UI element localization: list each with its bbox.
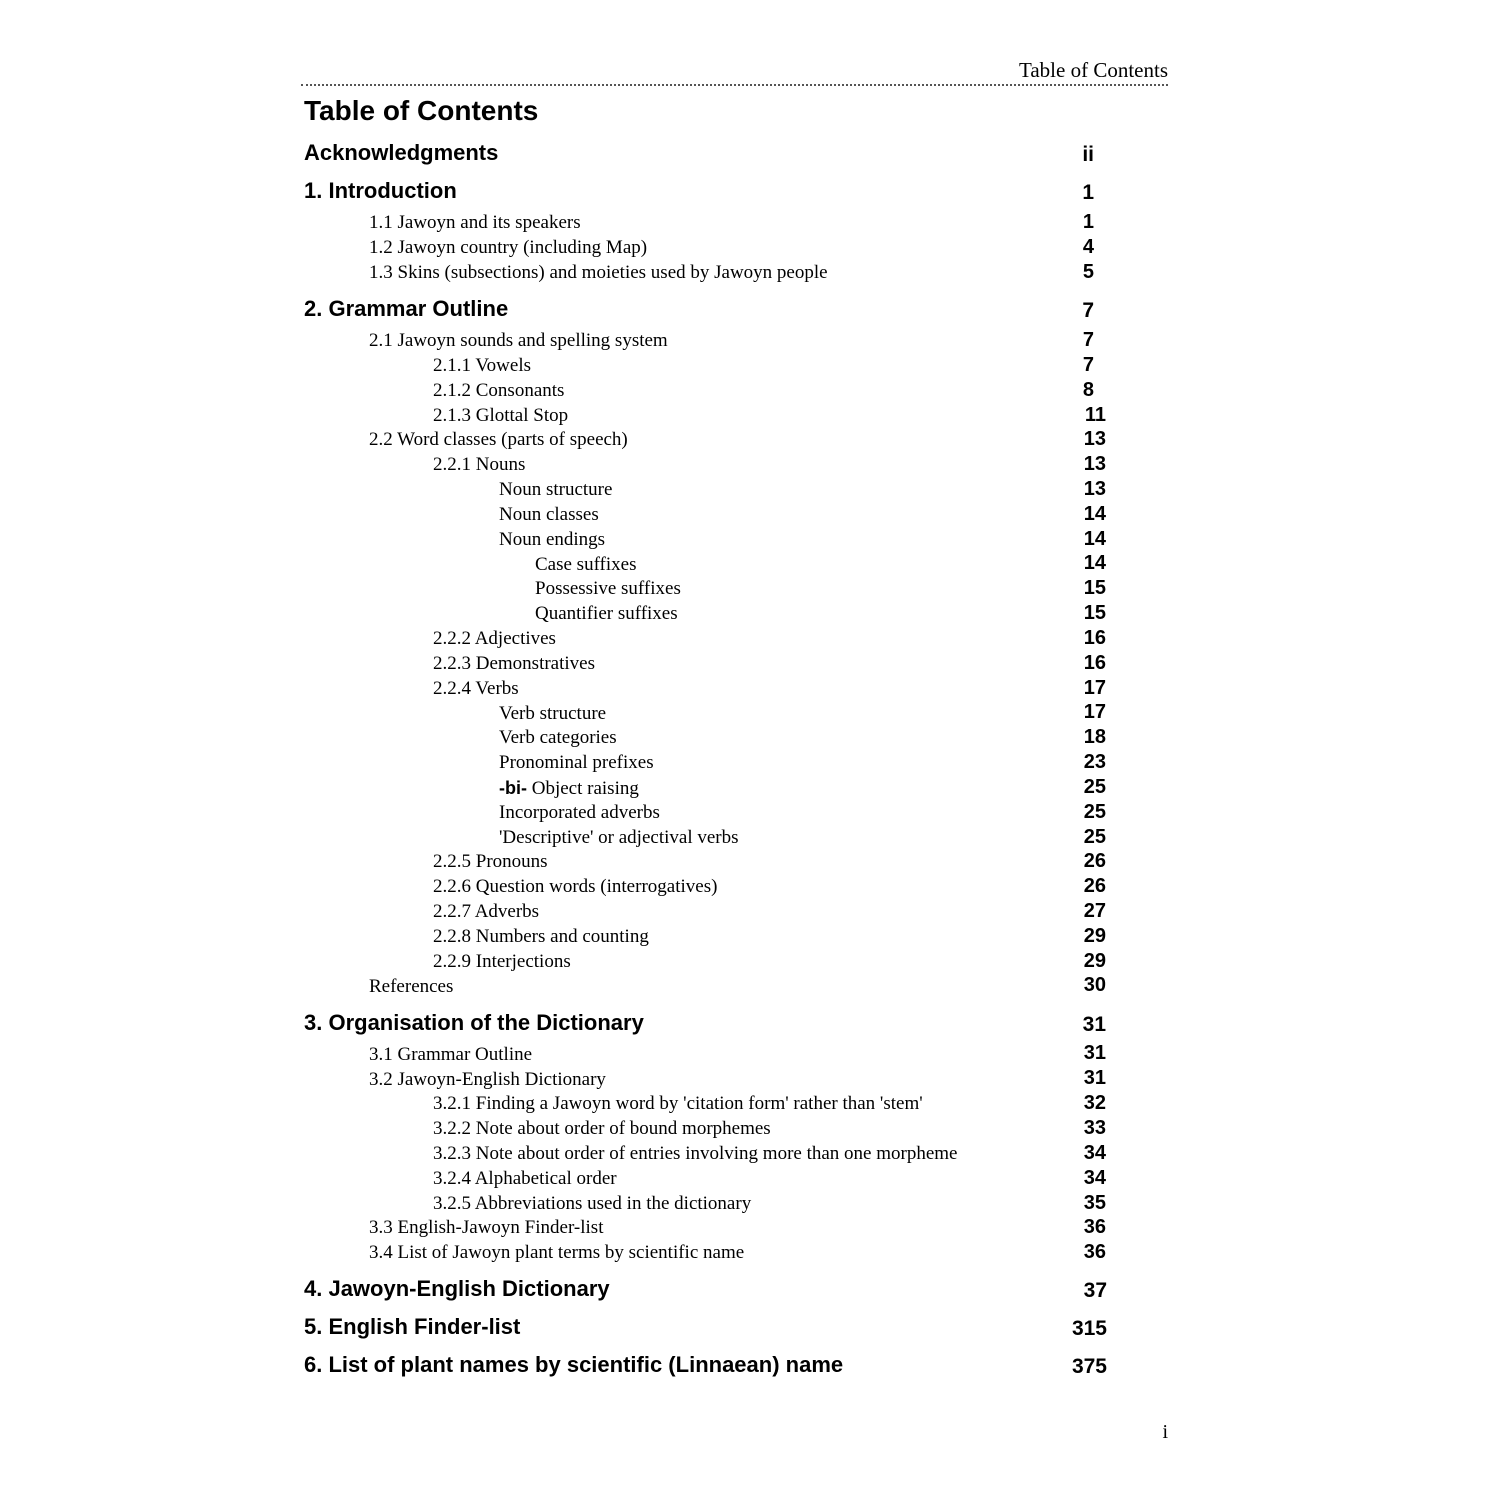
toc-entry-title (499, 478, 612, 502)
toc-entry-label: 3.3 English-Jawoyn Finder-list (369, 1217, 604, 1238)
toc-entry-label: 3.4 List of Jawoyn plant terms by scientific name (369, 1242, 745, 1263)
toc-entry-title (369, 1068, 606, 1092)
toc-page-number: ii (1082, 143, 1094, 166)
toc-entry-label: 2.2.7 Adverbs (433, 901, 540, 922)
toc-entry-label: 2.1.2 Consonants (433, 380, 565, 401)
toc-entry-label: 2.2.1 Nouns (433, 454, 526, 475)
toc-page-number: 13 (1083, 478, 1106, 500)
toc-page-number: 29 (1083, 950, 1106, 972)
toc-entry-title (433, 925, 649, 949)
toc-entry-title (433, 1167, 617, 1191)
toc-entry-title (433, 677, 519, 701)
toc-entry-title (369, 236, 647, 260)
toc-entry-title (433, 950, 571, 974)
toc-page-number: 37 (1083, 1279, 1107, 1302)
toc-entry-title (535, 602, 678, 626)
toc-entry-title (369, 1216, 603, 1240)
toc-page-number: 5 (1082, 261, 1094, 283)
toc-entry-label: 3.2.1 Finding a Jawoyn word by 'citation form' rather than 'stem' (433, 1093, 923, 1114)
toc-page-number: 27 (1083, 900, 1106, 922)
toc-entry-title (433, 354, 531, 378)
toc-entry-label: 3. Organisation of the Dictionary (304, 1010, 644, 1035)
toc-entry-title (433, 1192, 751, 1216)
toc-entry-label: Quantifier suffixes (535, 603, 678, 624)
toc-page-number: 29 (1083, 925, 1106, 947)
toc-entry-label: Verb structure (499, 703, 607, 724)
toc-entry-label: 2.1 Jawoyn sounds and spelling system (369, 330, 668, 351)
toc-entry-bold-prefix: -bi- (499, 778, 527, 798)
toc-page-number: 14 (1083, 503, 1106, 525)
toc-entry-label: Verb categories (499, 727, 617, 748)
toc-page-number: 4 (1082, 236, 1094, 258)
toc-chapter-title (304, 178, 457, 204)
running-head: Table of Contents (301, 57, 1168, 86)
toc-page-number: 25 (1083, 801, 1106, 823)
toc-page-number: 7 (1082, 299, 1094, 322)
toc-page-number: 15 (1083, 577, 1106, 599)
toc-entry-title (499, 826, 739, 850)
toc-page-number: 14 (1083, 552, 1106, 574)
toc-page-number: 13 (1083, 453, 1106, 475)
toc-entry-title (433, 627, 556, 651)
toc-page-number: 25 (1083, 776, 1106, 798)
toc-page-number: 26 (1083, 850, 1106, 872)
toc-page-number: 33 (1083, 1117, 1106, 1139)
toc-page-number: 36 (1083, 1216, 1106, 1238)
toc-entry-title (499, 528, 605, 552)
toc-page-number: 13 (1083, 428, 1106, 450)
toc-entry-label: 3.1 Grammar Outline (369, 1044, 533, 1065)
toc-page-number: 31 (1083, 1067, 1106, 1089)
toc-entry-label: 2.2.6 Question words (interrogatives) (433, 876, 718, 897)
toc-entry-label: Possessive suffixes (535, 578, 681, 599)
toc-entry-title (499, 801, 660, 825)
toc-entry-label: 3.2 Jawoyn-English Dictionary (369, 1069, 606, 1090)
toc-entry-label: 3.2.2 Note about order of bound morphemes (433, 1118, 771, 1139)
toc-page-number: 315 (1071, 1317, 1107, 1340)
toc-page-number: 36 (1083, 1241, 1106, 1263)
toc-entry-title (369, 428, 628, 452)
toc-page-number: 1 (1082, 181, 1094, 204)
toc-entry-label: 2.2.2 Adjectives (433, 628, 556, 649)
toc-page-number: 32 (1083, 1092, 1106, 1114)
toc-entry-label: 5. English Finder-list (304, 1314, 521, 1339)
toc-entry-label: 2.2.3 Demonstratives (433, 653, 596, 674)
toc-entry-label: 2.2.5 Pronouns (433, 851, 548, 872)
toc-entry-label: Pronominal prefixes (499, 752, 654, 773)
toc-entry-label: 1.2 Jawoyn country (including Map) (369, 237, 648, 258)
toc-page-number: 17 (1083, 677, 1106, 699)
toc-chapter-title (304, 140, 498, 166)
toc-entry-label: 3.2.3 Note about order of entries involving more than one morpheme (433, 1143, 958, 1164)
toc-entry-title (369, 329, 668, 353)
toc-entry-title (499, 776, 639, 801)
toc-entry-title (433, 875, 717, 899)
toc-entry-title (369, 1241, 744, 1265)
toc-entry-title (535, 577, 681, 601)
toc-page-number: 23 (1083, 751, 1106, 773)
page-number: i (1162, 1421, 1168, 1443)
toc-page-number: 35 (1083, 1192, 1106, 1214)
toc-page-number: 30 (1083, 974, 1106, 996)
toc-entry-title (433, 379, 564, 403)
toc-entry-title (369, 975, 453, 999)
toc-chapter-title (304, 1010, 644, 1036)
toc-entry-title (433, 900, 539, 924)
toc-entry-label: 2.1.1 Vowels (433, 355, 532, 376)
toc-entry-label: Incorporated adverbs (499, 802, 660, 823)
toc-page-number: 15 (1083, 602, 1106, 624)
toc-chapter-title (304, 296, 508, 322)
toc-entry-label: 3.2.4 Alphabetical order (433, 1168, 617, 1189)
toc-entry-label: Noun endings (499, 529, 606, 550)
toc-entry-title (433, 404, 568, 428)
toc-page-number: 8 (1082, 379, 1094, 401)
toc-entry-title (433, 1142, 957, 1166)
toc-entry-label: 1. Introduction (304, 178, 457, 203)
toc-entry-label: 1.1 Jawoyn and its speakers (369, 212, 581, 233)
toc-entry-label: Noun structure (499, 479, 613, 500)
toc-entry-title (535, 553, 637, 577)
toc-page-number: 17 (1083, 701, 1106, 723)
toc-page-number: 11 (1084, 404, 1106, 426)
toc-entry-label: 3.2.5 Abbreviations used in the dictionary (433, 1193, 752, 1214)
toc-chapter-title (304, 1314, 520, 1340)
toc-page-number: 18 (1083, 726, 1106, 748)
toc-page-number: 31 (1082, 1013, 1106, 1036)
toc-chapter-title (304, 1352, 843, 1378)
toc-page-number: 34 (1083, 1167, 1106, 1189)
toc-entry-label: 2.2.4 Verbs (433, 678, 519, 699)
toc-entry-title (433, 453, 525, 477)
toc-entry-title (369, 261, 828, 285)
toc-page-number: 16 (1083, 652, 1106, 674)
toc-entry-title (433, 1092, 923, 1116)
toc-entry-label: 4. Jawoyn-English Dictionary (304, 1276, 610, 1301)
toc-entry-label: Acknowledgments (304, 140, 499, 165)
toc-entry-label: 1.3 Skins (subsections) and moieties used by Jawoyn people (369, 262, 828, 283)
toc-entry-title (499, 751, 654, 775)
toc-page-number: 31 (1083, 1042, 1106, 1064)
toc-entry-label: 2.2.9 Interjections (433, 951, 571, 972)
toc-entry-label: 2.2.8 Numbers and counting (433, 926, 649, 947)
toc-entry-label: 2. Grammar Outline (304, 296, 509, 321)
toc-entry-title (433, 652, 595, 676)
toc-page-number: 25 (1083, 826, 1106, 848)
toc-entry-title (369, 1043, 532, 1067)
toc-entry-title (499, 702, 606, 726)
toc-entry-title (433, 850, 548, 874)
toc-entry-title (433, 1117, 771, 1141)
toc-entry-title (499, 726, 617, 750)
toc-page-number: 1 (1082, 211, 1094, 233)
toc-page-number: 34 (1083, 1142, 1106, 1164)
toc-entry-label: Case suffixes (535, 554, 637, 575)
toc-page-number: 375 (1071, 1355, 1107, 1378)
toc-page-number: 16 (1083, 627, 1106, 649)
toc-entry-label: 6. List of plant names by scientific (Linnaean) name (304, 1352, 844, 1377)
toc-page-number: 14 (1083, 528, 1106, 550)
toc-entry-label: Noun classes (499, 504, 599, 525)
toc-entry-label: References (369, 976, 454, 997)
toc-entry-label: 2.1.3 Glottal Stop (433, 405, 569, 426)
toc-page-number: 7 (1082, 329, 1094, 351)
toc-entry-label: 'Descriptive' or adjectival verbs (499, 827, 739, 848)
toc-entry-label: 2.2 Word classes (parts of speech) (369, 429, 628, 450)
toc-entry-label: Object raising (526, 778, 639, 799)
toc-entry-title (499, 503, 599, 527)
toc-page-number: 7 (1082, 354, 1094, 376)
toc-entry-title (369, 211, 581, 235)
toc-chapter-title (304, 1276, 610, 1302)
toc-page-number: 26 (1083, 875, 1106, 897)
page-title: Table of Contents (304, 95, 539, 126)
